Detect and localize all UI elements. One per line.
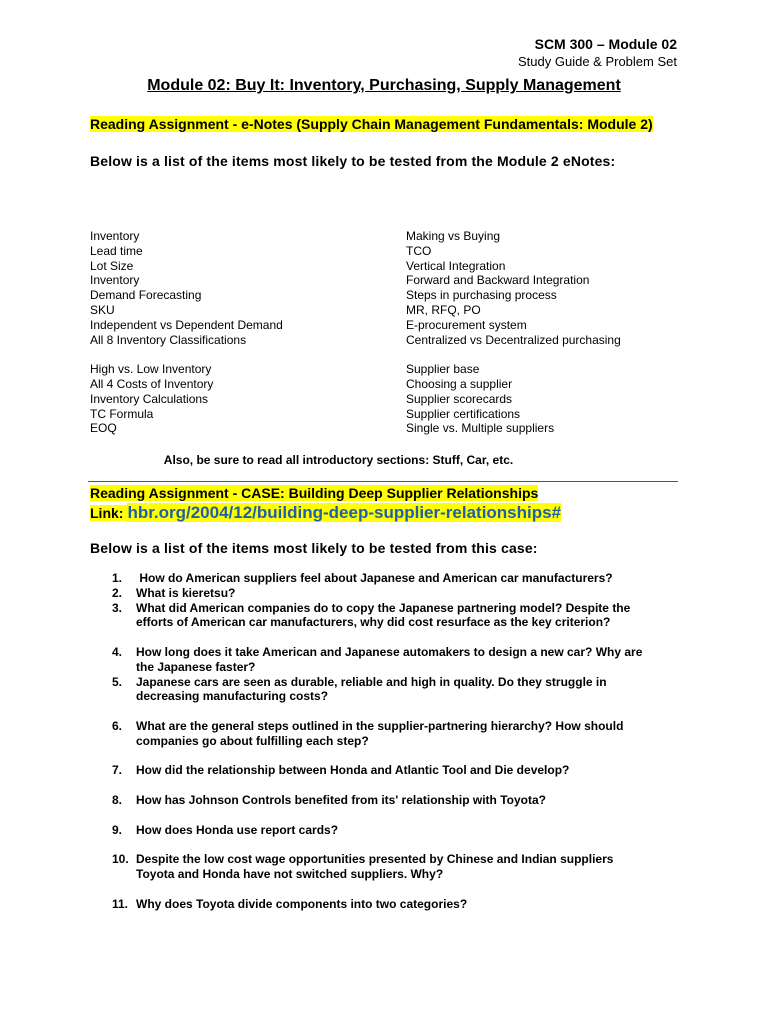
topic-item: Centralized vs Decentralized purchasing bbox=[406, 332, 621, 347]
enotes-intro: Below is a list of the items most likely to be tested from the Module 2 eNotes: bbox=[90, 153, 616, 169]
page-title: Module 02: Buy It: Inventory, Purchasing, Supply Management bbox=[147, 77, 621, 94]
left-topic-column bbox=[90, 229, 283, 436]
topic-item: Choosing a supplier bbox=[406, 376, 513, 391]
section-divider bbox=[88, 481, 678, 482]
topic-item: Inventory Calculations bbox=[90, 391, 209, 406]
reading-assignment-case-label: Reading Assignment - CASE: Building Deep Supplier Relationships bbox=[90, 485, 539, 501]
topic-item: SKU bbox=[90, 302, 115, 317]
question-list bbox=[90, 571, 650, 911]
question-item: 2. What is kieretsu? bbox=[112, 585, 236, 600]
topic-item: Independent vs Dependent Demand bbox=[90, 317, 283, 332]
question-item: 6. What are the general steps outlined in the supplier-partnering hierarchy? How should companies go about fulfilling each step? bbox=[112, 718, 624, 748]
topic-item: Single vs. Multiple suppliers bbox=[406, 421, 555, 436]
topic-item: All 4 Costs of Inventory bbox=[90, 376, 214, 391]
topic-item: All 8 Inventory Classifications bbox=[90, 332, 247, 347]
question-item: 11. Why does Toyota divide components into two categories? bbox=[112, 896, 468, 911]
question-item: 1. How do American suppliers feel about Japanese and American car manufacturers? bbox=[112, 571, 613, 585]
question-item: 3. What did American companies do to copy the Japanese partnering model? Despite the efforts of American car manufacturers, why did cost resurface as the key criterion? bbox=[112, 600, 631, 630]
question-item: 4. How long does it take American and Japanese automakers to design a new car? Why are the Japanese faster? bbox=[112, 644, 643, 674]
topic-item: Forward and Backward Integration bbox=[406, 273, 590, 288]
case-link-row bbox=[90, 502, 561, 524]
also-note: Also, be sure to read all introductory sections: Stuff, Car, etc. bbox=[163, 453, 514, 467]
case-link[interactable]: hbr.org/2004/12/building-deep-supplier-relationships# bbox=[127, 503, 562, 522]
topic-item: Steps in purchasing process bbox=[406, 288, 557, 303]
topic-item: TC Formula bbox=[90, 406, 154, 421]
question-item: 9. How does Honda use report cards? bbox=[112, 822, 339, 837]
topic-item: Making vs Buying bbox=[406, 229, 501, 243]
course-subtitle: Study Guide & Problem Set bbox=[518, 54, 677, 69]
topic-item: High vs. Low Inventory bbox=[90, 362, 212, 377]
topic-item: Vertical Integration bbox=[406, 258, 506, 273]
reading-assignment-enotes bbox=[90, 116, 653, 132]
question-item: 7. How did the relationship between Honda and Atlantic Tool and Die develop? bbox=[112, 763, 570, 778]
reading-assignment-case bbox=[90, 484, 538, 502]
course-header: SCM 300 – Module 02 bbox=[534, 36, 677, 52]
topic-item: Lead time bbox=[90, 243, 143, 258]
topic-item: Lot Size bbox=[90, 258, 134, 273]
topic-item: E-procurement system bbox=[406, 317, 527, 332]
question-item: 8. How has Johnson Controls benefited from its' relationship with Toyota? bbox=[112, 792, 546, 807]
topic-item: Supplier scorecards bbox=[406, 391, 513, 406]
topic-item: Inventory bbox=[90, 273, 140, 288]
link-label: Link: bbox=[90, 505, 127, 521]
question-item: 10. Despite the low cost wage opportunities presented by Chinese and Indian suppliers Toyota and Honda have not switched suppliers. Why? bbox=[112, 852, 614, 881]
topic-item: Supplier certifications bbox=[406, 406, 521, 421]
reading-assignment-enotes-label: Reading Assignment - e-Notes (Supply Chain Management Fundamentals: Module 2) bbox=[90, 116, 653, 132]
topic-item: Inventory bbox=[90, 229, 140, 243]
topic-item: EOQ bbox=[90, 421, 117, 436]
right-topic-column bbox=[406, 229, 621, 436]
case-intro: Below is a list of the items most likely to be tested from this case: bbox=[90, 540, 538, 556]
topic-item: MR, RFQ, PO bbox=[406, 302, 481, 317]
question-item: 5. Japanese cars are seen as durable, reliable and high in quality. Do they struggle in decreasing manufacturing costs? bbox=[112, 674, 607, 704]
topic-item: Supplier base bbox=[406, 362, 480, 377]
topic-item: TCO bbox=[406, 243, 432, 258]
topic-item: Demand Forecasting bbox=[90, 288, 202, 303]
